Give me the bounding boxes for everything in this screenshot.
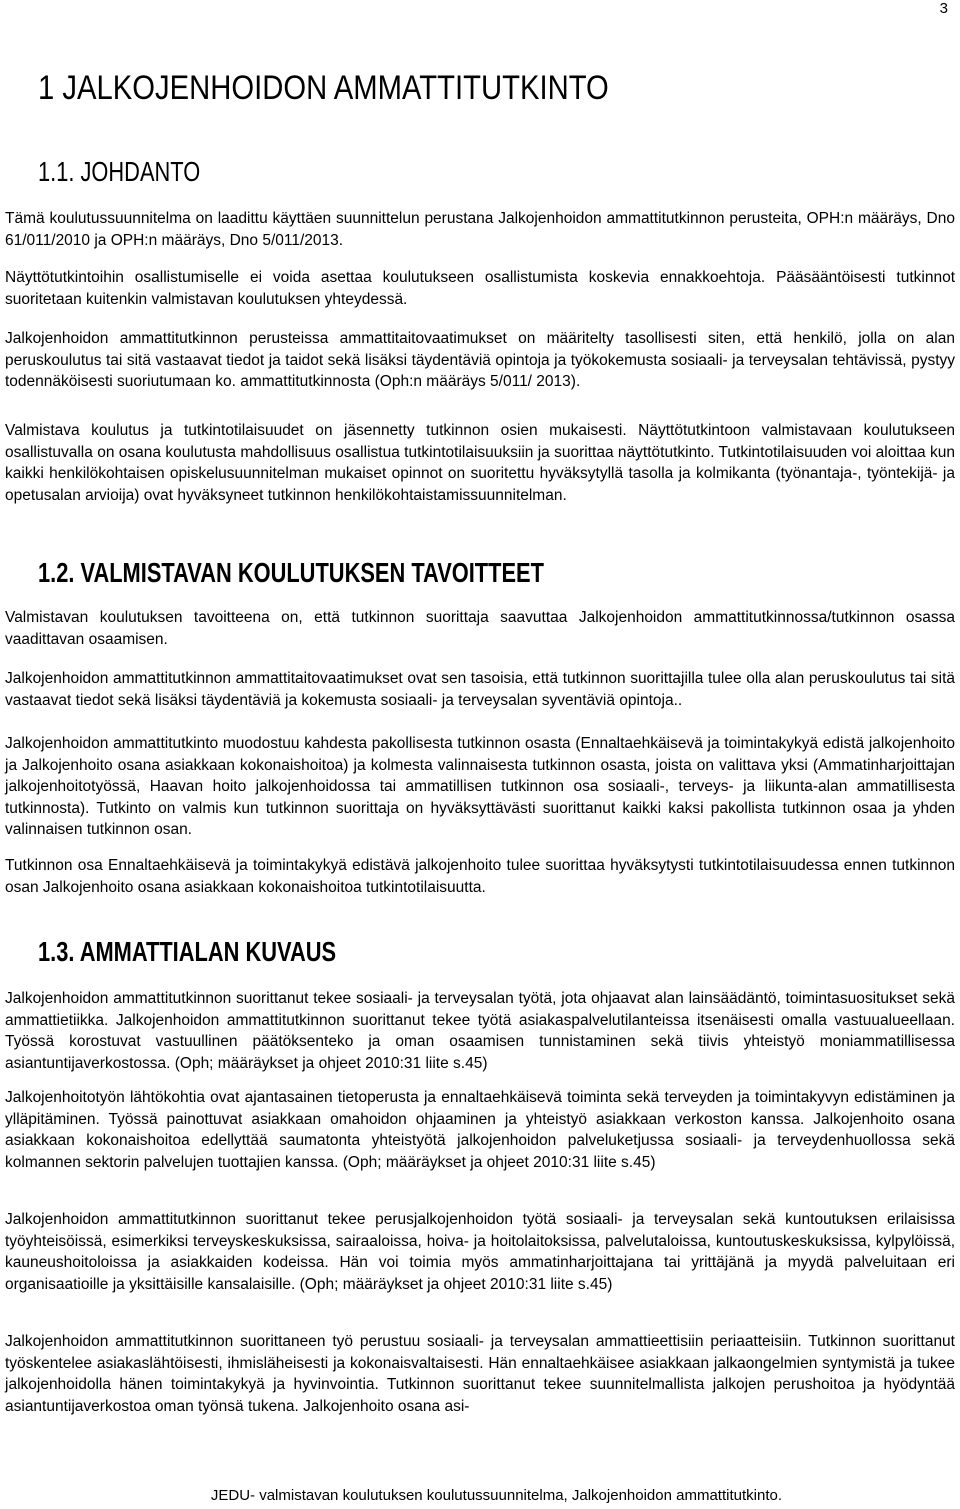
paragraph: Tutkinnon osa Ennaltaehkäisevä ja toimintakykyä edistävä jalkojenhoito tulee suorittaa hyväksytysti tutkintotilaisuudessa ennen tutkinnon osan Jalkojenhoito osana asiakkaan kokonaishoitoa tutkintotilaisuutta.	[5, 857, 955, 896]
paragraph: Jalkojenhoidon ammattitutkinnon suorittanut tekee perusjalkojenhoidon työtä sosiaali- ja terveysalan sekä kuntoutuksen erilaisissa työyhteisöissä, esimerkiksi terveyskeskuksissa, sairaaloissa, hoiva- ja hoitolaitoksissa, palvelutaloissa, kuntoutuskeskuksissa, kylpylöissä, kauneushoitoloissa ja asiakkaiden kodeissa. Hän voi toimia myös ammatinharjoittajana tai yrittäjänä ja myydä palveluitaan eri organisaatioille ja yksittäisille kansalaisille. (Oph; määräykset ja ohjeet 2010:31 liite s.45)	[5, 1211, 955, 1293]
paragraph: Valmistava koulutus ja tutkintotilaisuudet on jäsennetty tutkinnon osien mukaisesti. Näyttötutkintoon valmistavaan koulutukseen osallistuvalla on osana koulutusta mahdollisuus osallistua tutkintotilaisuuksiin ja suorittaa näyttötutkinto. Tutkintotilaisuuden voi aloittaa kun kaikki henkilökohtaisen opiskelusuunnitelman mukaiset opinnot on suoritettu hyväksytyllä tasolla ja kolmikanta (työnantaja-, työntekijä- ja opetusalan arvioija) ovat hyväksyneet tutkinnon henkilökohtaistamissuunnitelman.	[5, 422, 955, 504]
page-number: 3	[939, 0, 948, 17]
page-footer: JEDU- valmistavan koulutuksen koulutussuunnitelma, Jalkojenhoidon ammattitutkinto.	[210, 1487, 782, 1504]
paragraph: Jalkojenhoitotyön lähtökohtia ovat ajantasainen tietoperusta ja ennaltaehkäisevä toiminta sekä terveyden ja toimintakyvyn edistäminen ja ylläpitäminen. Työssä painottuvat asiakkaan omahoidon ohjaaminen ja yhteistyö asiakkaan verkoston kanssa. Jalkojenhoito osana asiakkaan kokonaishoitoa edellyttää saumatonta yhteistyötä jalkojenhoidon palveluketjussa sosiaali- ja terveydenhuollossa sekä kolmannen sektorin palvelujen tuottajien kanssa. (Oph; määräykset ja ohjeet 2010:31 liite s.45)	[5, 1089, 955, 1171]
section-number: 1.1.	[38, 156, 75, 187]
paragraph: Jalkojenhoidon ammattitutkinnon suorittanut tekee sosiaali- ja terveysalan työtä, jota ohjaavat alan lainsäädäntö, toimintasuositukset sekä ammattietiikka. Jalkojenhoidon ammattitutkinnon suorittanut tekee työtä asiakaspalvelutilanteissa itsenäisesti omalla vastuualueellaan. Työssä korostuvat vastuullinen päätöksenteko ja oman osaamisen tunnistaminen sekä tiivis yhteistyö moniammatillisessa asiantuntijaverkostossa. (Oph; määräykset ja ohjeet 2010:31 liite s.45)	[5, 990, 955, 1072]
section-number: 1.2.	[38, 557, 75, 588]
section-heading-johdanto	[38, 155, 200, 189]
paragraph: Jalkojenhoidon ammattitutkinnon perusteissa ammattitaitovaatimukset on määritelty tasollisesti siten, että henkilö, jolla on alan peruskoulutus tai sitä vastaavat tiedot ja taidot sekä lisäksi täydentäviä opintoja ja työkokemusta sosiaali- ja terveysalan tehtävissä, pystyy todennäköisesti suoriutumaan ko. ammattitutkinnosta (Oph:n määräys 5/011/ 2013).	[5, 330, 955, 390]
section-number: 1.3.	[38, 936, 75, 967]
page-title: 1 JALKOJENHOIDON AMMATTITUTKINTO	[38, 69, 609, 107]
section-title: VALMISTAVAN KOULUTUKSEN TAVOITTEET	[80, 557, 544, 588]
section-title: AMMATTIALAN KUVAUS	[79, 936, 337, 967]
paragraph: Jalkojenhoidon ammattitutkinto muodostuu kahdesta pakollisesta tutkinnon osasta (Ennaltaehkäisevä ja toimintakykyä edistä jalkojenhoito ja Jalkojenhoito osana asiakkaan kokonaishoitoa) ja kolmesta valinnaisesta tutkinnon osasta, joista on valittava yksi (Ammatinharjoittajan jalkojenhoitotyössä, Haavan hoito jalkojenhoidossa tai ammatillisen tutkinnon osa sosiaali-, terveys- ja liikunta-alan ammatillisesta tutkinnosta). Tutkinto on valmis kun tutkinnon suorittaja on hyväksyttävästi suorittanut kaikki kaksi pakollista tutkinnon osaa ja yhden valinnaisen tutkinnon osan.	[5, 735, 955, 838]
paragraph: Näyttötutkintoihin osallistumiselle ei voida asettaa koulutukseen osallistumista koskevia ennakkoehtoja. Pääsääntöisesti tutkinnot suoritetaan kuitenkin valmistavan koulutuksen yhteydessä.	[5, 269, 955, 308]
paragraph: Jalkojenhoidon ammattitutkinnon suorittaneen työ perustuu sosiaali- ja terveysalan ammattieettisiin periaatteisiin. Tutkinnon suorittanut työskentelee asiakaslähtöisesti, ihmisläheisesti ja kokonaisvaltaisesti. Hän ennaltaehkäisee asiakkaan jalkaongelmien syntymistä ja tukee jalkojenhoidolla hänen toimintakykyä ja hyvinvointia. Tutkinnon suorittanut tekee suunnitelmallista jalkojen perushoitoa ja hyödyntää asiantuntijaverkostoa oman työnsä tukena. Jalkojenhoito osana asi-	[5, 1333, 955, 1415]
paragraph: Jalkojenhoidon ammattitutkinnon ammattitaitovaatimukset ovat sen tasoisia, että tutkinnon suorittajilla tulee olla alan peruskoulutus tai sitä vastaavat tiedot sekä lisäksi täydentäviä ja kokemusta sosiaali- ja terveysalan syventäviä opintoja..	[5, 670, 955, 709]
paragraph: Valmistavan koulutuksen tavoitteena on, että tutkinnon suorittaja saavuttaa Jalkojenhoidon ammattitutkinnossa/tutkinnon osassa vaadittavan osaamisen.	[5, 609, 955, 648]
paragraph: Tämä koulutussuunnitelma on laadittu käyttäen suunnittelun perustana Jalkojenhoidon ammattitutkinnon perusteita, OPH:n määräys, Dno 61/011/2010 ja OPH:n määräys, Dno 5/011/2013.	[5, 210, 955, 249]
section-heading-tavoitteet	[38, 556, 544, 590]
section-heading-ammattialan-kuvaus	[38, 935, 336, 969]
section-title: JOHDANTO	[80, 156, 201, 187]
